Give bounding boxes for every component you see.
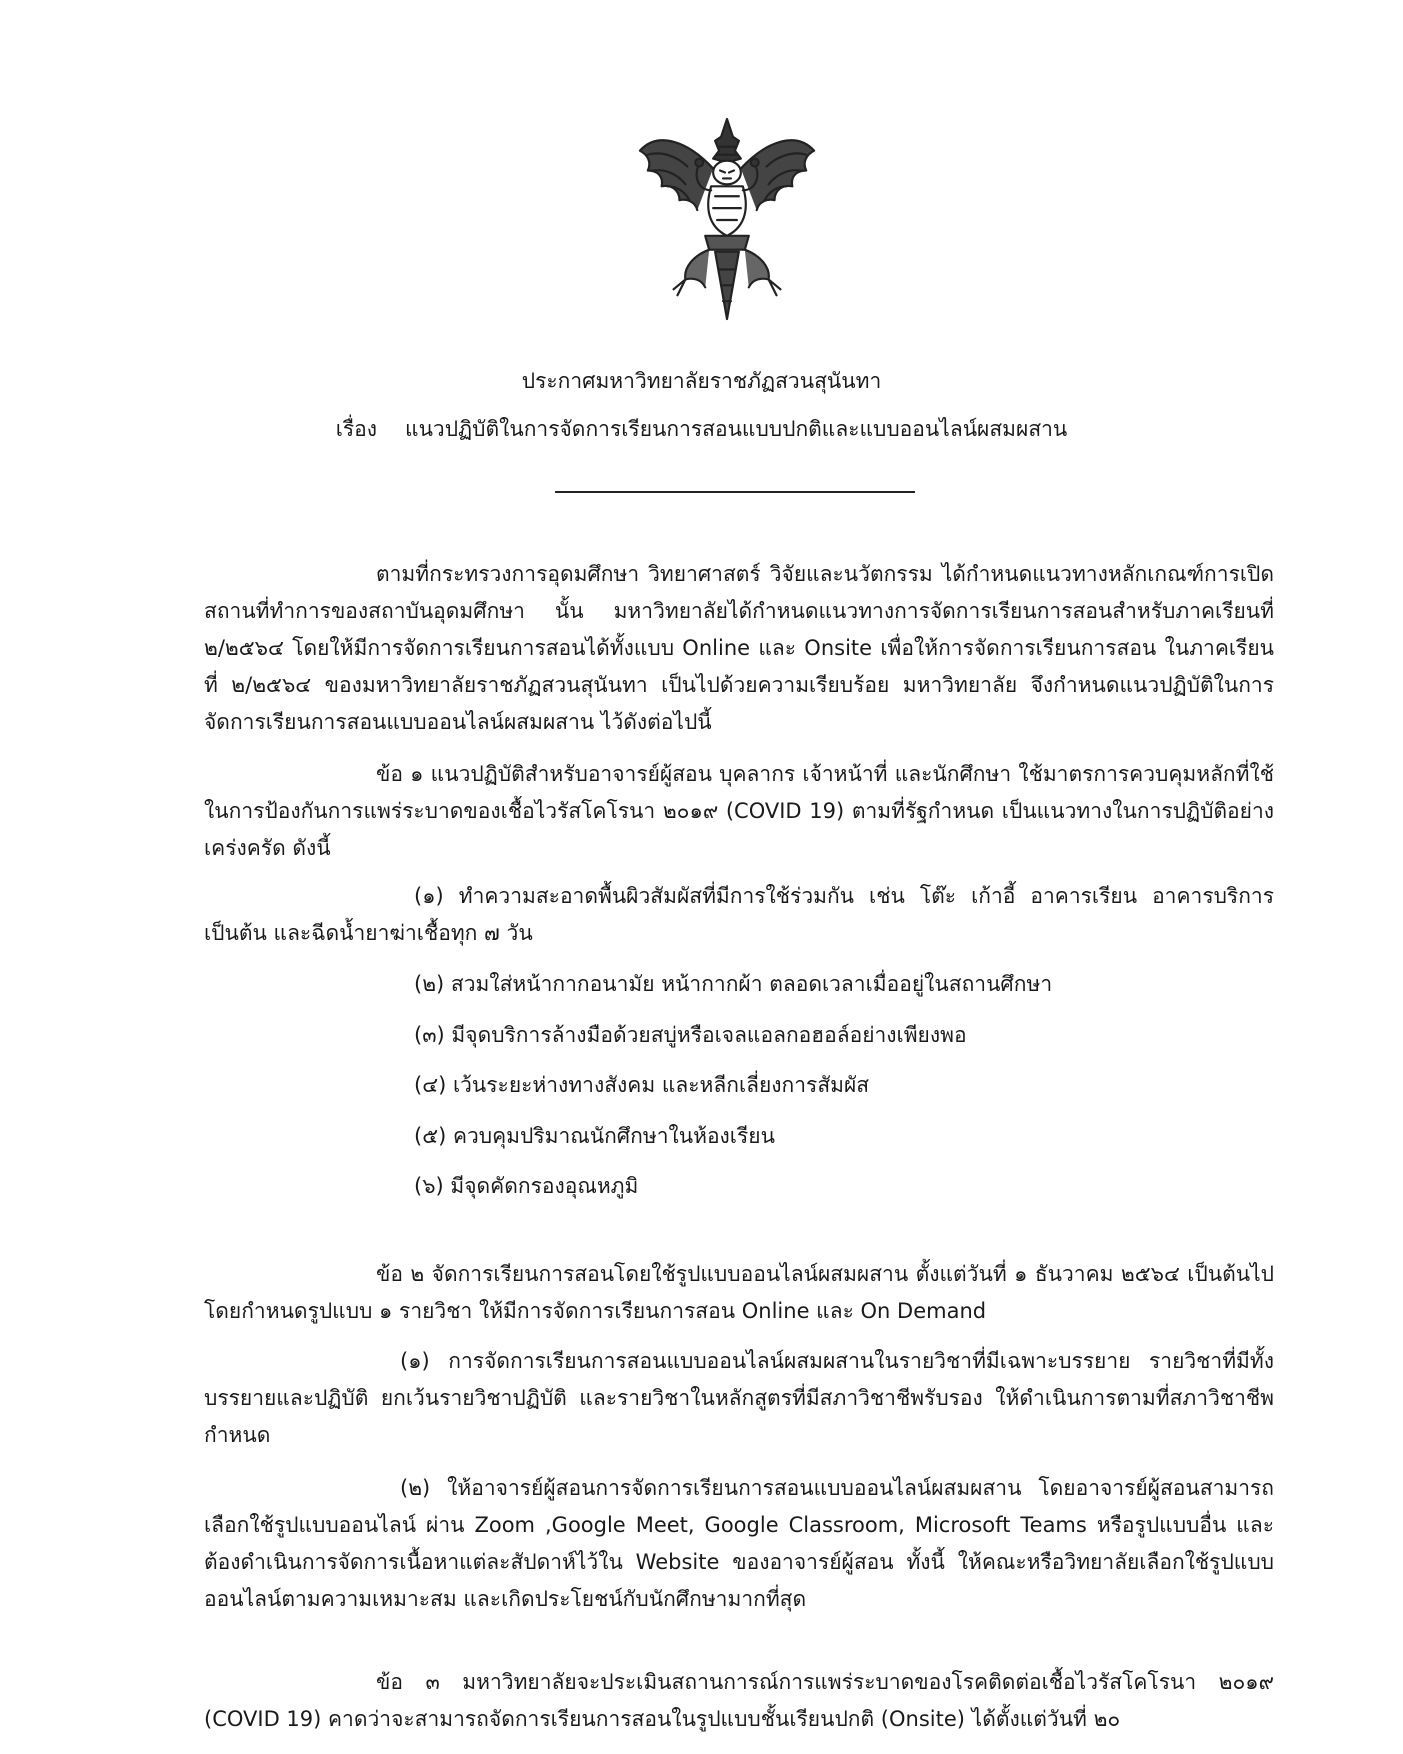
- intro-paragraph: ตามที่กระทรวงการอุดมศึกษา วิทยาศาสตร์ วิจัยและนวัตกรรม ได้กำหนดแนวทางหลักเกณฑ์การเปิดสถานที่ทำการของสถาบันอุดมศึกษา นั้น มหาวิทยาลัยได้กำหนดแนวทางการจัดการเรียนการสอนสำหรับภาคเรียนที่ ๒/๒๕๖๔ โดยให้มีการจัดการเรียนการสอนได้ทั้งแบบ Online และ Onsite เพื่อให้การจัดการเรียนการสอน ในภาคเรียนที่ ๒/๒๕๖๔ ของมหาวิทยาลัยราชภัฏสวนสุนันทา เป็นไปด้วยความเรียบร้อย มหาวิทยาลัย จึงกำหนดแนวปฏิบัติในการจัดการเรียนการสอนแบบออนไลน์ผสมผสาน ไว้ดังต่อไปนี้: [204, 562, 1274, 734]
- subject-text: แนวปฏิบัติในการจัดการเรียนการสอนแบบปกติและแบบออนไลน์ผสมผสาน: [405, 417, 1068, 441]
- subject-label: เรื่อง: [335, 417, 378, 441]
- clause-1-item-2: (๒) สวมใส่หน้ากากอนามัย หน้ากากผ้า ตลอดเวลาเมื่ออยู่ในสถานศึกษา: [414, 972, 1053, 996]
- header-divider: [555, 491, 915, 493]
- clause-2: ข้อ ๒ จัดการเรียนการสอนโดยใช้รูปแบบออนไลน์ผสมผสาน ตั้งแต่วันที่ ๑ ธันวาคม ๒๕๖๔ เป็นต้นไป โดยกำหนดรูปแบบ ๑ รายวิชา ให้มีการจัดการเรียนการสอน Online และ On Demand: [204, 1262, 1274, 1323]
- clause-1-item-3: (๓) มีจุดบริการล้างมือด้วยสบู่หรือเจลแอลกอฮอล์อย่างเพียงพอ: [414, 1023, 967, 1047]
- garuda-emblem-icon: [628, 110, 826, 330]
- clause-1-item-5: (๕) ควบคุมปริมาณนักศึกษาในห้องเรียน: [414, 1124, 775, 1148]
- clause-1: ข้อ ๑ แนวปฏิบัติสำหรับอาจารย์ผู้สอน บุคลากร เจ้าหน้าที่ และนักศึกษา ใช้มาตรการควบคุมหลักที่ใช้ในการป้องกันการแพร่ระบาดของเชื้อไวรัสโคโรนา ๒๐๑๙ (COVID 19) ตามที่รัฐกำหนด เป็นแนวทางในการปฏิบัติอย่างเคร่งครัด ดังนี้: [204, 762, 1274, 860]
- clause-1-item-1: (๑) ทำความสะอาดพื้นผิวสัมผัสที่มีการใช้ร่วมกัน เช่น โต๊ะ เก้าอี้ อาคารเรียน อาคารบริการ เป็นต้น และฉีดน้ำยาฆ่าเชื้อทุก ๗ วัน: [204, 884, 1274, 945]
- clause-3: ข้อ ๓ มหาวิทยาลัยจะประเมินสถานการณ์การแพร่ระบาดของโรคติดต่อเชื้อไวรัสโคโรนา ๒๐๑๙ (COVID 19) คาดว่าจะสามารถจัดการเรียนการสอนในรูปแบบชั้นเรียนปกติ (Onsite) ได้ตั้งแต่วันที่ ๒๐: [204, 1670, 1274, 1731]
- clause-2-item-2: (๒) ให้อาจารย์ผู้สอนการจัดการเรียนการสอนแบบออนไลน์ผสมผสาน โดยอาจารย์ผู้สอนสามารถเลือกใช้รูปแบบออนไลน์ ผ่าน Zoom ,Google Meet, Google Classroom, Microsoft Teams หรือรูปแบบอื่น และต้องดำเนินการจัดการเนื้อหาแต่ละสัปดาห์ไว้ใน Website ของอาจารย์ผู้สอน ทั้งนี้ ให้คณะหรือวิทยาลัยเลือกใช้รูปแบบออนไลน์ตามความเหมาะสม และเกิดประโยชน์กับนักศึกษามากที่สุด: [204, 1476, 1274, 1611]
- announcement-subject: [0, 414, 1403, 444]
- announcement-title: ประกาศมหาวิทยาลัยราชภัฏสวนสุนันทา: [521, 369, 882, 393]
- clause-1-item-6: (๖) มีจุดคัดกรองอุณหภูมิ: [414, 1174, 639, 1198]
- clause-1-item-4: (๔) เว้นระยะห่างทางสังคม และหลีกเลี่ยงการสัมผัส: [414, 1073, 870, 1097]
- clause-2-item-1: (๑) การจัดการเรียนการสอนแบบออนไลน์ผสมผสานในรายวิชาที่มีเฉพาะบรรยาย รายวิชาที่มีทั้งบรรยายและปฏิบัติ ยกเว้นรายวิชาปฏิบัติ และรายวิชาในหลักสูตรที่มีสภาวิชาชีพรับรอง ให้ดำเนินการตามที่สภาวิชาชีพกำหนด: [204, 1349, 1274, 1447]
